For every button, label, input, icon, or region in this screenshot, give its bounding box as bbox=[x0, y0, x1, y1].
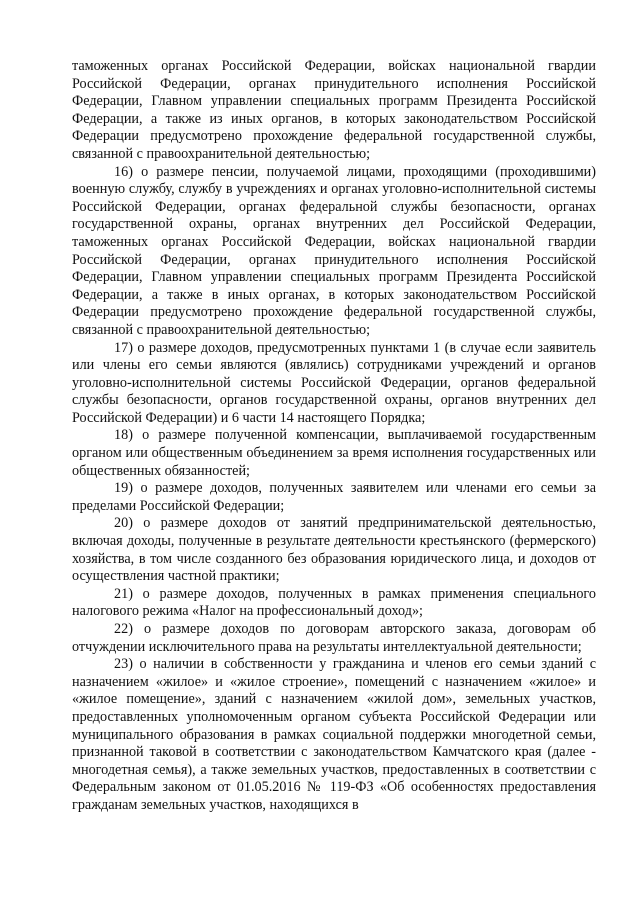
paragraph-item-18: 18) о размере полученной компенсации, выплачиваемой государственным органом или общественным объединением за время исполнения государственных или общественных обязанностей; bbox=[72, 427, 596, 479]
paragraph-item-21: 21) о размере доходов, полученных в рамках применения специального налогового режима «Налог на профессиональный доход»; bbox=[72, 585, 596, 620]
paragraph-item-17: 17) о размере доходов, предусмотренных пунктами 1 (в случае если заявитель или члены его семьи являются (являлись) сотрудниками учреждений и органов уголовно-исполнительной системы Российской Федерации, органов федеральной службы безопасности, органов государственной охраны, органов внутренних дел Российской Федерации) и 6 части 14 настоящего Порядка; bbox=[72, 339, 596, 426]
paragraph-item-20: 20) о размере доходов от занятий предпринимательской деятельностью, включая доходы, полученные в результате деятельности крестьянского (фермерского) хозяйства, в том числе созданного без образования юридического лица, и доходов от осуществления частной практики; bbox=[72, 515, 596, 585]
paragraph-continuation: таможенных органах Российской Федерации, войсках национальной гвардии Российской Федерации, органах принудительного исполнения Российской Федерации, Главном управлении специальных программ Президента Российской Федерации, а также из иных органов, в которых законодательством Российской Федерации предусмотрено прохождение федеральной государственной службы, связанной с правоохранительной деятельностью; bbox=[72, 58, 596, 162]
paragraph-item-19: 19) о размере доходов, полученных заявителем или членами его семьи за пределами Российской Федерации; bbox=[72, 480, 596, 514]
document-page bbox=[72, 58, 596, 815]
paragraph-item-22: 22) о размере доходов по договорам авторского заказа, договорам об отчуждении исключительного права на результаты интеллектуальной деятельности; bbox=[72, 621, 596, 655]
paragraph-item-23: 23) о наличии в собственности у гражданина и членов его семьи зданий с назначением «жилое» и «жилое строение», помещений с назначением «жилое» и «жилое помещение», зданий с назначением «жилой дом», земельных участков, предоставленных уполномоченным органом субъекта Российской Федерации или муниципального образования в рамках социальной поддержки многодетной семьи, признанной таковой в соответствии с законодательством Камчатского края (далее - многодетная семья), а также земельных участков, предоставленных в соответствии с Федеральным законом от 01.05.2016 № 119-ФЗ «Об особенностях предоставления гражданам земельных участков, находящихся в bbox=[72, 656, 596, 813]
paragraph-item-16: 16) о размере пенсии, получаемой лицами, проходящими (проходившими) военную службу, службу в учреждениях и органах уголовно-исполнительной системы Российской Федерации, органах федеральной службы безопасности, органах государственной охраны, органах внутренних дел Российской Федерации, таможенных органах Российской Федерации, войсках национальной гвардии Российской Федерации, органах принудительного исполнения Российской Федерации, Главном управлении специальных программ Президента Российской Федерации, а также в иных органах, в которых законодательством Российской Федерации предусмотрено прохождение федеральной государственной службы, связанной с правоохранительной деятельностью; bbox=[72, 163, 596, 338]
